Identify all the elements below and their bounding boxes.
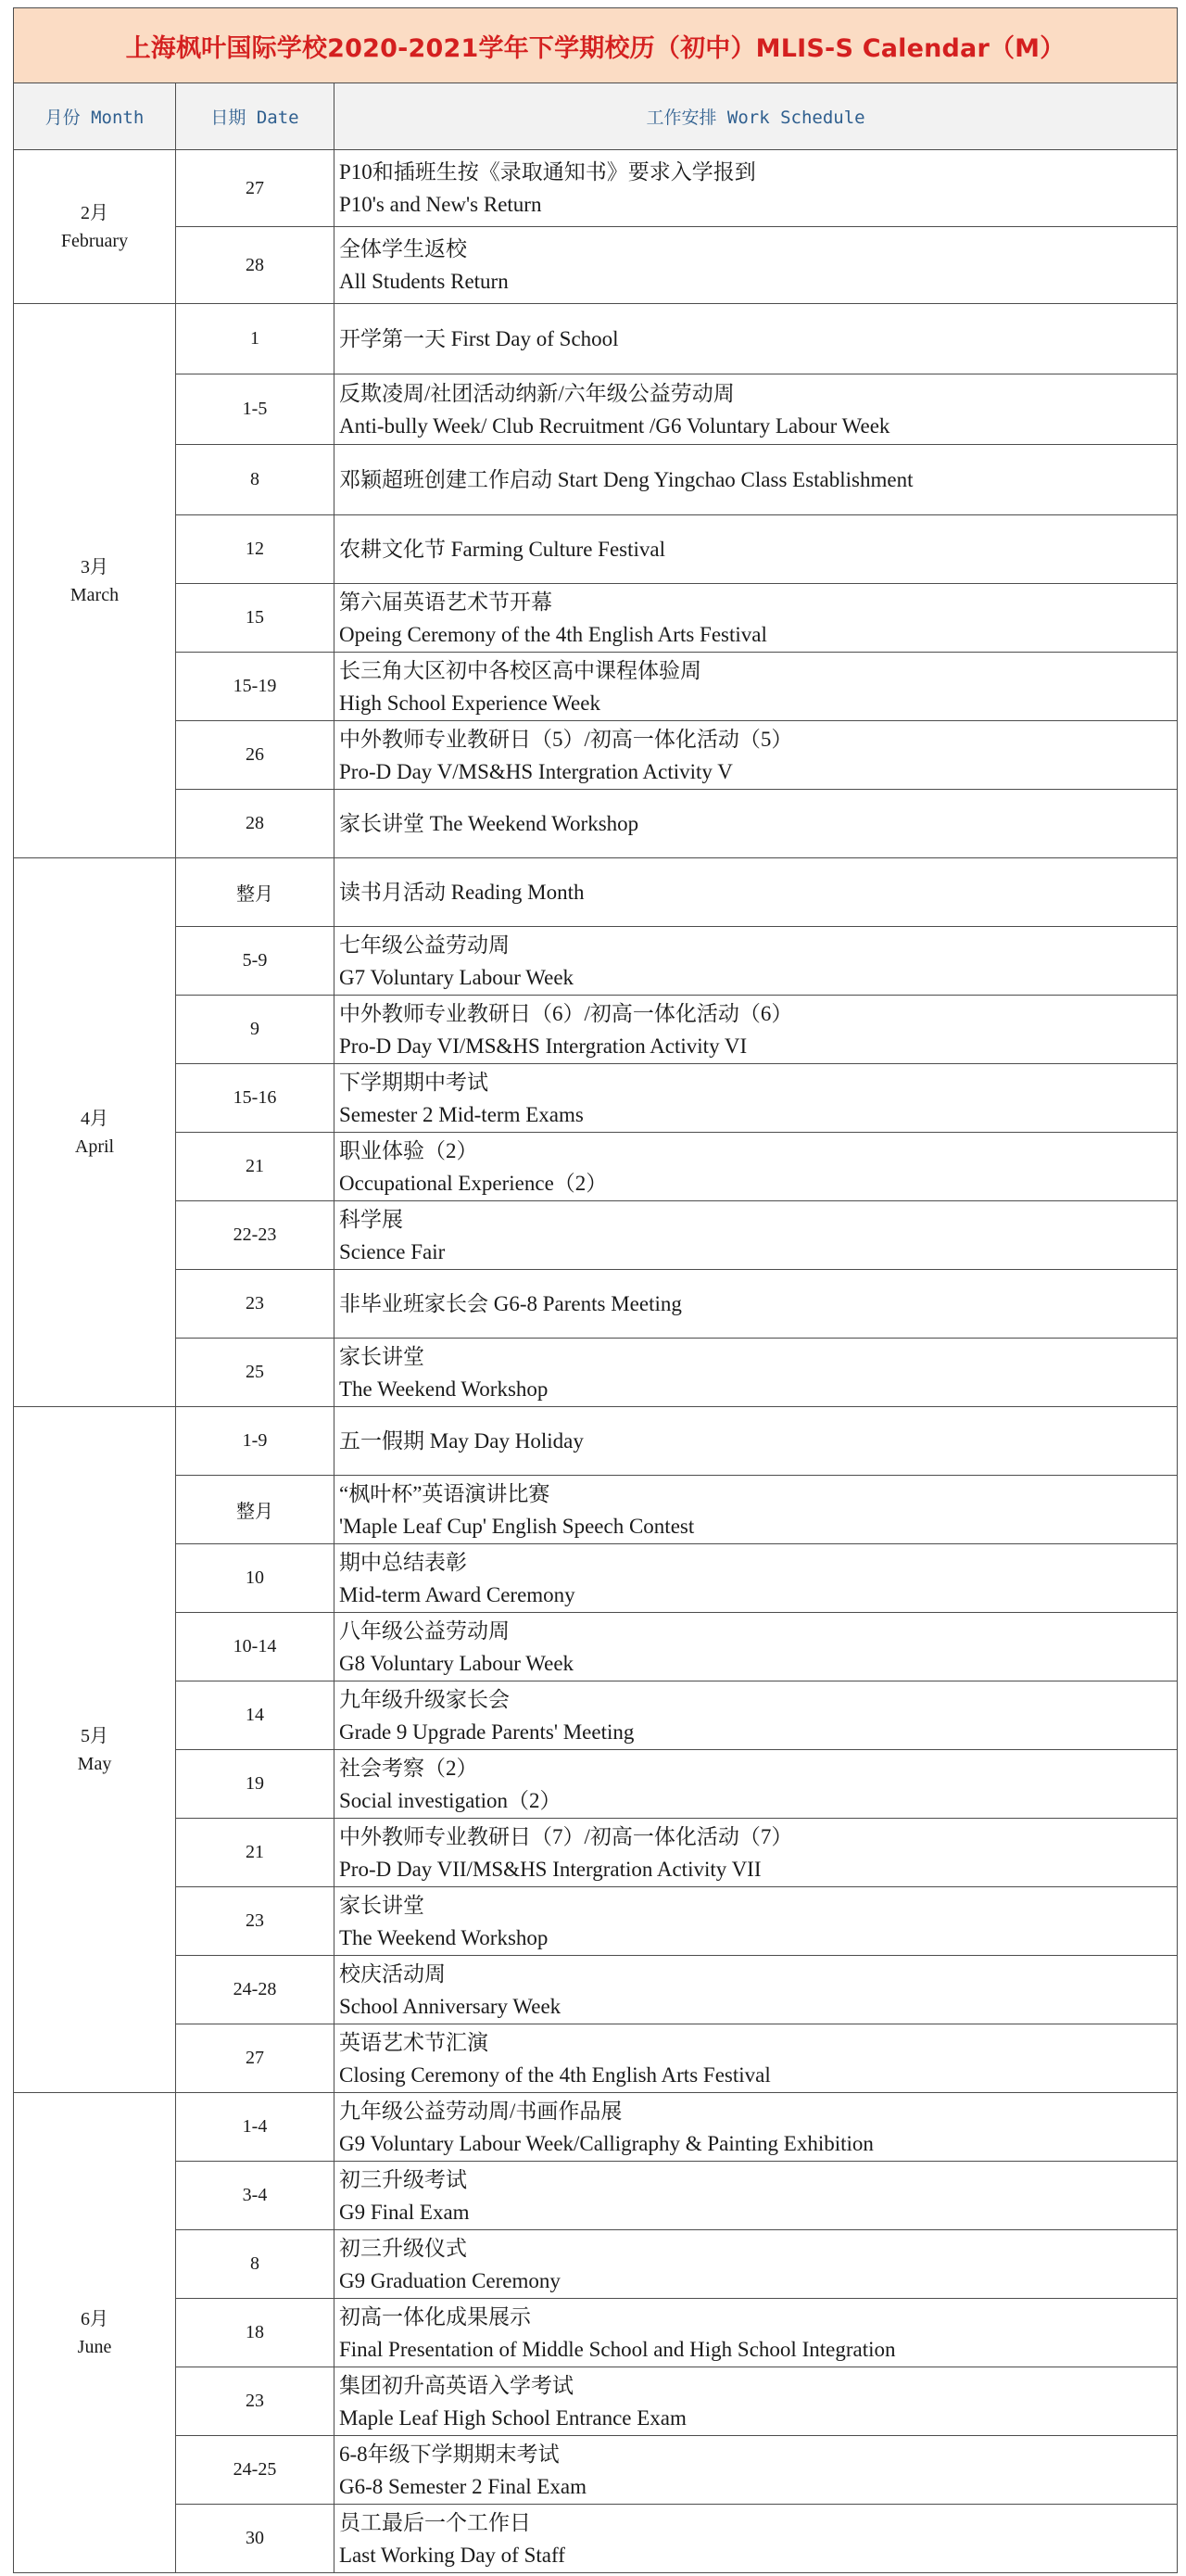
month-cell — [14, 1407, 176, 2093]
work-line-primary: 集团初升高英语入学考试 — [339, 2373, 574, 2397]
work-cell — [334, 2024, 1178, 2093]
work-line-secondary: Last Working Day of Staff — [339, 2543, 565, 2567]
date-cell: 21 — [176, 1819, 334, 1887]
work-line-secondary: 'Maple Leaf Cup' English Speech Contest — [339, 1514, 695, 1538]
month-en-label: March — [69, 584, 120, 605]
table-row — [14, 1819, 1178, 1887]
work-cell — [334, 1750, 1178, 1819]
work-line-primary: 社会考察（2） — [339, 1756, 478, 1780]
date-cell: 12 — [176, 515, 334, 584]
table-row — [14, 858, 1178, 927]
work-line-primary: 科学展 — [339, 1207, 403, 1231]
work-cell — [334, 1339, 1178, 1407]
date-cell: 整月 — [176, 858, 334, 927]
table-row — [14, 1201, 1178, 1270]
work-cell — [334, 515, 1178, 584]
work-line-primary: 读书月活动 Reading Month — [339, 881, 585, 904]
month-en-label: February — [60, 230, 129, 251]
date-cell: 15 — [176, 584, 334, 653]
work-cell — [334, 2230, 1178, 2299]
work-line-secondary: High School Experience Week — [339, 691, 600, 715]
table-row — [14, 2230, 1178, 2299]
work-cell — [334, 1270, 1178, 1339]
work-line-secondary: Social investigation（2） — [339, 1788, 561, 1812]
date-cell: 27 — [176, 2024, 334, 2093]
work-line-secondary: Closing Ceremony of the 4th English Arts Festival — [339, 2062, 771, 2087]
work-cell — [334, 2367, 1178, 2436]
date-column-header: 日期 Date — [176, 83, 334, 150]
date-cell: 整月 — [176, 1476, 334, 1544]
work-line-secondary: School Anniversary Week — [339, 1994, 561, 2018]
date-cell: 3-4 — [176, 2162, 334, 2230]
table-row — [14, 2299, 1178, 2367]
month-cell — [14, 150, 176, 304]
work-line-primary: 反欺凌周/社团活动纳新/六年级公益劳动周 — [339, 381, 735, 405]
month-cn-label: 6月 — [81, 2308, 108, 2329]
work-line-secondary: Science Fair — [339, 1239, 446, 1263]
table-row — [14, 1064, 1178, 1133]
date-cell: 8 — [176, 2230, 334, 2299]
work-line-secondary: Anti-bully Week/ Club Recruitment /G6 Voluntary Labour Week — [339, 413, 890, 438]
table-row — [14, 515, 1178, 584]
work-cell — [334, 2162, 1178, 2230]
month-cn-label: 2月 — [81, 202, 108, 223]
date-cell: 30 — [176, 2505, 334, 2573]
date-cell: 10 — [176, 1544, 334, 1613]
date-cell: 10-14 — [176, 1613, 334, 1681]
date-cell: 24-25 — [176, 2436, 334, 2505]
table-row — [14, 2162, 1178, 2230]
work-line-primary: 非毕业班家长会 G6-8 Parents Meeting — [339, 1292, 682, 1315]
table-row — [14, 927, 1178, 996]
month-column-header: 月份 Month — [14, 83, 176, 150]
table-row — [14, 790, 1178, 858]
work-cell — [334, 445, 1178, 515]
date-cell: 18 — [176, 2299, 334, 2367]
work-cell — [334, 1613, 1178, 1681]
table-row — [14, 1407, 1178, 1476]
work-cell — [334, 1887, 1178, 1956]
date-cell: 1-5 — [176, 374, 334, 445]
calendar-title: 上海枫叶国际学校2020-2021学年下学期校历（初中）MLIS-S Calendar（M） — [14, 8, 1178, 83]
calendar-body — [14, 150, 1178, 2573]
work-line-primary: 员工最后一个工作日 — [339, 2510, 531, 2534]
work-cell — [334, 2093, 1178, 2162]
table-row — [14, 1133, 1178, 1201]
work-cell — [334, 653, 1178, 721]
date-cell: 1-4 — [176, 2093, 334, 2162]
work-column-header: 工作安排 Work Schedule — [334, 83, 1178, 150]
table-row — [14, 2093, 1178, 2162]
work-line-primary: 家长讲堂 The Weekend Workshop — [339, 812, 639, 835]
work-line-primary: 期中总结表彰 — [339, 1550, 467, 1574]
table-row — [14, 2505, 1178, 2573]
date-cell: 28 — [176, 790, 334, 858]
work-line-primary: P10和插班生按《录取通知书》要求入学报到 — [339, 160, 756, 184]
date-cell: 15-19 — [176, 653, 334, 721]
table-row — [14, 374, 1178, 445]
work-line-primary: “枫叶杯”英语演讲比赛 — [339, 1481, 550, 1505]
work-line-secondary: G7 Voluntary Labour Week — [339, 965, 574, 989]
work-line-secondary: G9 Graduation Ceremony — [339, 2268, 561, 2292]
work-line-secondary: Grade 9 Upgrade Parents' Meeting — [339, 1719, 635, 1744]
work-cell — [334, 1681, 1178, 1750]
work-line-primary: 九年级公益劳动周/书画作品展 — [339, 2099, 623, 2123]
table-row — [14, 584, 1178, 653]
work-line-secondary: G9 Voluntary Labour Week/Calligraphy & Painting Exhibition — [339, 2131, 874, 2155]
table-row — [14, 304, 1178, 374]
table-row — [14, 1476, 1178, 1544]
work-line-secondary: P10's and New's Return — [339, 193, 542, 216]
work-line-primary: 下学期期中考试 — [339, 1070, 488, 1094]
table-row — [14, 2024, 1178, 2093]
work-cell — [334, 150, 1178, 227]
header-row — [14, 83, 1178, 150]
table-row — [14, 721, 1178, 790]
date-cell: 8 — [176, 445, 334, 515]
table-row — [14, 445, 1178, 515]
work-line-primary: 全体学生返校 — [339, 237, 467, 260]
date-cell: 5-9 — [176, 927, 334, 996]
work-cell — [334, 374, 1178, 445]
work-cell — [334, 790, 1178, 858]
work-line-primary: 五一假期 May Day Holiday — [339, 1429, 584, 1453]
month-cell — [14, 304, 176, 858]
work-cell — [334, 1064, 1178, 1133]
title-row — [14, 8, 1178, 83]
month-en-label: May — [77, 1753, 112, 1774]
date-cell: 19 — [176, 1750, 334, 1819]
date-cell: 1 — [176, 304, 334, 374]
table-row — [14, 1956, 1178, 2024]
table-row — [14, 1681, 1178, 1750]
date-cell: 23 — [176, 1887, 334, 1956]
work-line-primary: 开学第一天 First Day of School — [339, 327, 619, 350]
work-line-primary: 长三角大区初中各校区高中课程体验周 — [339, 658, 701, 682]
work-line-secondary: The Weekend Workshop — [339, 1377, 549, 1401]
work-cell — [334, 2299, 1178, 2367]
work-line-primary: 七年级公益劳动周 — [339, 933, 510, 957]
date-cell: 9 — [176, 996, 334, 1064]
work-line-primary: 邓颖超班创建工作启动 Start Deng Yingchao Class Establishment — [339, 468, 914, 491]
work-cell — [334, 1819, 1178, 1887]
work-line-secondary: Pro-D Day V/MS&HS Intergration Activity V — [339, 759, 733, 783]
table-row — [14, 1544, 1178, 1613]
work-line-primary: 中外教师专业教研日（6）/初高一体化活动（6） — [339, 1001, 793, 1025]
work-line-primary: 校庆活动周 — [339, 1961, 446, 1986]
work-line-secondary: G9 Final Exam — [339, 2200, 470, 2224]
table-row — [14, 1613, 1178, 1681]
month-cn-label: 5月 — [81, 1725, 108, 1746]
work-line-secondary: All Students Return — [339, 270, 509, 293]
table-row — [14, 1887, 1178, 1956]
table-row — [14, 1750, 1178, 1819]
month-cn-label: 4月 — [81, 1108, 108, 1129]
date-cell: 24-28 — [176, 1956, 334, 2024]
month-cell — [14, 2093, 176, 2573]
date-cell: 23 — [176, 1270, 334, 1339]
date-cell: 28 — [176, 227, 334, 304]
work-line-primary: 第六届英语艺术节开幕 — [339, 590, 552, 614]
work-line-primary: 初高一体化成果展示 — [339, 2304, 531, 2329]
work-line-secondary: Semester 2 Mid-term Exams — [339, 1102, 584, 1126]
work-line-secondary: Final Presentation of Middle School and High School Integration — [339, 2337, 896, 2361]
work-cell — [334, 1133, 1178, 1201]
work-line-primary: 6-8年级下学期期末考试 — [339, 2442, 560, 2466]
work-line-primary: 家长讲堂 — [339, 1344, 424, 1368]
work-line-secondary: G6-8 Semester 2 Final Exam — [339, 2474, 587, 2498]
table-row — [14, 2367, 1178, 2436]
work-line-primary: 八年级公益劳动周 — [339, 1618, 510, 1643]
work-cell — [334, 1407, 1178, 1476]
work-cell — [334, 2505, 1178, 2573]
table-row — [14, 227, 1178, 304]
work-cell — [334, 858, 1178, 927]
date-cell: 26 — [176, 721, 334, 790]
date-cell: 27 — [176, 150, 334, 227]
work-cell — [334, 584, 1178, 653]
table-row — [14, 996, 1178, 1064]
work-line-primary: 中外教师专业教研日（7）/初高一体化活动（7） — [339, 1824, 793, 1848]
date-cell: 23 — [176, 2367, 334, 2436]
work-line-secondary: Pro-D Day VII/MS&HS Intergration Activity VII — [339, 1857, 762, 1881]
work-cell — [334, 1544, 1178, 1613]
month-cn-label: 3月 — [81, 556, 108, 577]
date-cell: 21 — [176, 1133, 334, 1201]
table-row — [14, 2436, 1178, 2505]
work-line-secondary: Opeing Ceremony of the 4th English Arts Festival — [339, 622, 767, 646]
work-cell — [334, 227, 1178, 304]
work-cell — [334, 1476, 1178, 1544]
work-line-primary: 英语艺术节汇演 — [339, 2030, 488, 2054]
work-line-primary: 初三升级考试 — [339, 2167, 467, 2191]
work-cell — [334, 1201, 1178, 1270]
table-row — [14, 1339, 1178, 1407]
table-row — [14, 1270, 1178, 1339]
work-cell — [334, 2436, 1178, 2505]
month-cell — [14, 858, 176, 1407]
work-line-primary: 九年级升级家长会 — [339, 1687, 510, 1711]
work-line-secondary: G8 Voluntary Labour Week — [339, 1651, 574, 1675]
work-cell — [334, 927, 1178, 996]
work-line-secondary: Occupational Experience（2） — [339, 1171, 608, 1195]
date-cell: 22-23 — [176, 1201, 334, 1270]
work-cell — [334, 304, 1178, 374]
work-line-primary: 家长讲堂 — [339, 1893, 424, 1917]
work-line-secondary: Maple Leaf High School Entrance Exam — [339, 2405, 687, 2430]
month-en-label: April — [74, 1136, 115, 1157]
school-calendar-table — [13, 7, 1178, 2573]
work-line-primary: 中外教师专业教研日（5）/初高一体化活动（5） — [339, 727, 793, 751]
work-line-primary: 农耕文化节 Farming Culture Festival — [339, 538, 666, 561]
date-cell: 25 — [176, 1339, 334, 1407]
table-row — [14, 150, 1178, 227]
date-cell: 14 — [176, 1681, 334, 1750]
work-line-secondary: Pro-D Day VI/MS&HS Intergration Activity VI — [339, 1034, 748, 1058]
work-cell — [334, 1956, 1178, 2024]
date-cell: 15-16 — [176, 1064, 334, 1133]
work-cell — [334, 996, 1178, 1064]
work-line-secondary: The Weekend Workshop — [339, 1925, 549, 1949]
work-cell — [334, 721, 1178, 790]
date-cell: 1-9 — [176, 1407, 334, 1476]
table-row — [14, 653, 1178, 721]
work-line-primary: 职业体验（2） — [339, 1138, 478, 1162]
work-line-primary: 初三升级仪式 — [339, 2236, 467, 2260]
month-en-label: June — [77, 2336, 112, 2357]
work-line-secondary: Mid-term Award Ceremony — [339, 1582, 575, 1606]
